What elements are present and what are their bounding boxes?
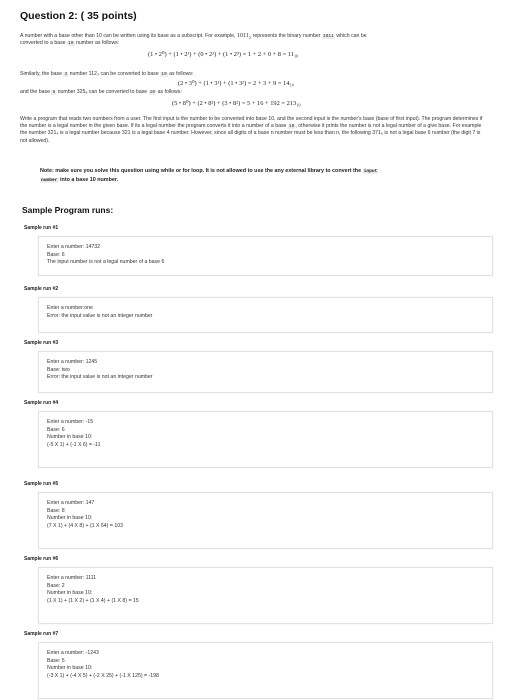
output-line: Base: 5 xyxy=(47,657,65,664)
output-line: Enter a number: 14732 xyxy=(47,244,101,250)
output-line: Error: the input value is not an integer number xyxy=(47,312,153,319)
intro-text-a: A number with a base other than 10 can be written using its base as a subscript. For example, xyxy=(20,33,237,39)
sample-runs-heading: Sample Program runs: xyxy=(22,205,114,215)
binary-number: 1011 xyxy=(236,32,249,39)
sample-run-box-5 xyxy=(38,492,493,549)
intro-text-e: number as follows: xyxy=(74,40,120,46)
similar-code-3: 3 xyxy=(64,72,68,77)
sample-run-box-1 xyxy=(38,236,493,276)
similar-line-2 xyxy=(20,89,182,96)
sample-run-label-6: Sample run #6 xyxy=(24,556,59,562)
intro-text-b: represents the binary number xyxy=(251,33,322,39)
similar-text-c: as follows: xyxy=(167,71,194,77)
similar-text-b: number 112₃ can be converted to base xyxy=(68,71,161,77)
output-line: Number in base 10: xyxy=(47,515,93,522)
note-block xyxy=(40,167,480,185)
equation-binary: (1 • 2⁰) + (1 • 2¹) + (0 • 2²) + (1 • 2³) = 1 + 2 + 0 + 8 = 11₁₀ xyxy=(148,51,299,58)
similar-code-10a: 10 xyxy=(161,72,167,77)
similar-line-1 xyxy=(20,71,193,78)
output-line: (1 X 1) + (1 X 2) + (1 X 4) + (1 X 8) = 15 xyxy=(47,597,139,604)
sample-run-label-1: Sample run #1 xyxy=(24,225,59,231)
output-line: Number in base 10: xyxy=(47,665,93,672)
sample-run-box-6 xyxy=(38,567,493,624)
question-title: Question 2: ( 35 points) xyxy=(20,10,137,22)
output-line: Number in base 10: xyxy=(47,434,93,441)
intro-text-d: converted to a base xyxy=(20,40,68,46)
intro-code-1011: 1011 xyxy=(322,34,334,39)
similar-code-10b: 10 xyxy=(149,90,156,95)
sample-run-box-3 xyxy=(38,351,493,393)
sample-run-label-7: Sample run #7 xyxy=(24,631,59,637)
similar-text-e: number 325₈ can be converted to base xyxy=(56,89,149,95)
output-line: Enter a number: -1243 xyxy=(47,650,99,656)
output-line: Number in base 10: xyxy=(47,590,93,597)
sample-run-label-3: Sample run #3 xyxy=(24,340,59,346)
description-text-b: , otherwise it prints the number is not a legal number of a give base. For example the number 321₄ is a legal number because 321 is a legal base 4 number. However, since all digits of a base n number must be less than n, the following 371₆ is not a legal base 6 number (the digit 7 is not allowed). xyxy=(20,123,482,144)
sample-run-box-7 xyxy=(38,642,493,699)
output-line: Base: 8 xyxy=(47,507,65,514)
sample-run-label-5: Sample run #5 xyxy=(24,481,59,487)
output-line: Enter a number: -15 xyxy=(47,419,94,425)
sample-run-label-2: Sample run #2 xyxy=(24,286,59,292)
equation-base3: (2 • 3⁰) + (1 • 3¹) + (1 • 3²) = 2 + 3 + 9 = 14₁₀ xyxy=(178,80,294,87)
output-line: Enter a number: 1245 xyxy=(47,359,98,365)
note-text-2: into a base 10 number. xyxy=(58,177,119,183)
output-line: The input number is not a legal number of a base 6 xyxy=(47,259,165,266)
output-line: Error: the input value is not an integer number xyxy=(47,374,153,381)
sample-run-box-2 xyxy=(38,297,493,333)
output-line: Enter a number: 1111 xyxy=(47,575,97,581)
description-text-a: Write a program that reads two numbers from a user. The first input is the number to be converted into base 10, and the second input is the number's base (base of first input). The program determines if the number is a legal number in the given base. If its a legal number the program converts it into a number of a base xyxy=(20,116,483,130)
output-line: Enter a number: 147 xyxy=(47,500,95,506)
sample-run-label-4: Sample run #4 xyxy=(24,400,59,406)
intro-text-c: which can be xyxy=(334,33,367,39)
similar-text-f: as follows: xyxy=(156,89,182,95)
similar-code-8: 8 xyxy=(52,90,56,95)
output-line: Base: 6 xyxy=(47,251,65,258)
note-code-input: input xyxy=(363,169,378,174)
output-line: (7 X 1) + (4 X 8) + (1 X 64) = 103 xyxy=(47,522,123,529)
description-code-10: 10 xyxy=(288,124,295,130)
output-line: (-3 X 1) + (-4 X 5) + (-2 X 25) + (-1 X 125) = -198 xyxy=(47,672,159,679)
output-line: Base: two xyxy=(47,366,70,373)
note-text: Note: make sure you solve this question using while or for loop. It is not allowed to use the any external library to convert the xyxy=(40,168,363,174)
similar-text-d: and the base xyxy=(20,89,52,95)
output-line: Base: 2 xyxy=(47,582,65,589)
note-code-number: number xyxy=(41,178,58,183)
intro-line-2 xyxy=(20,40,119,47)
output-line: (-5 X 1) + (-1 X 6) = -11 xyxy=(47,441,101,448)
similar-text-a: Similarly, the base xyxy=(20,71,64,77)
description-paragraph xyxy=(20,116,488,145)
equation-base8: (5 • 8⁰) + (2 • 8¹) + (3 • 8²) = 5 + 16 + 192 = 213₁₀ xyxy=(172,100,301,107)
binary-subscript: 2 xyxy=(249,35,252,41)
output-line: Enter a number:one xyxy=(47,305,93,311)
output-line: Base: 6 xyxy=(47,426,65,433)
sample-run-box-4 xyxy=(38,411,493,468)
intro-code-10: 10 xyxy=(68,41,74,46)
